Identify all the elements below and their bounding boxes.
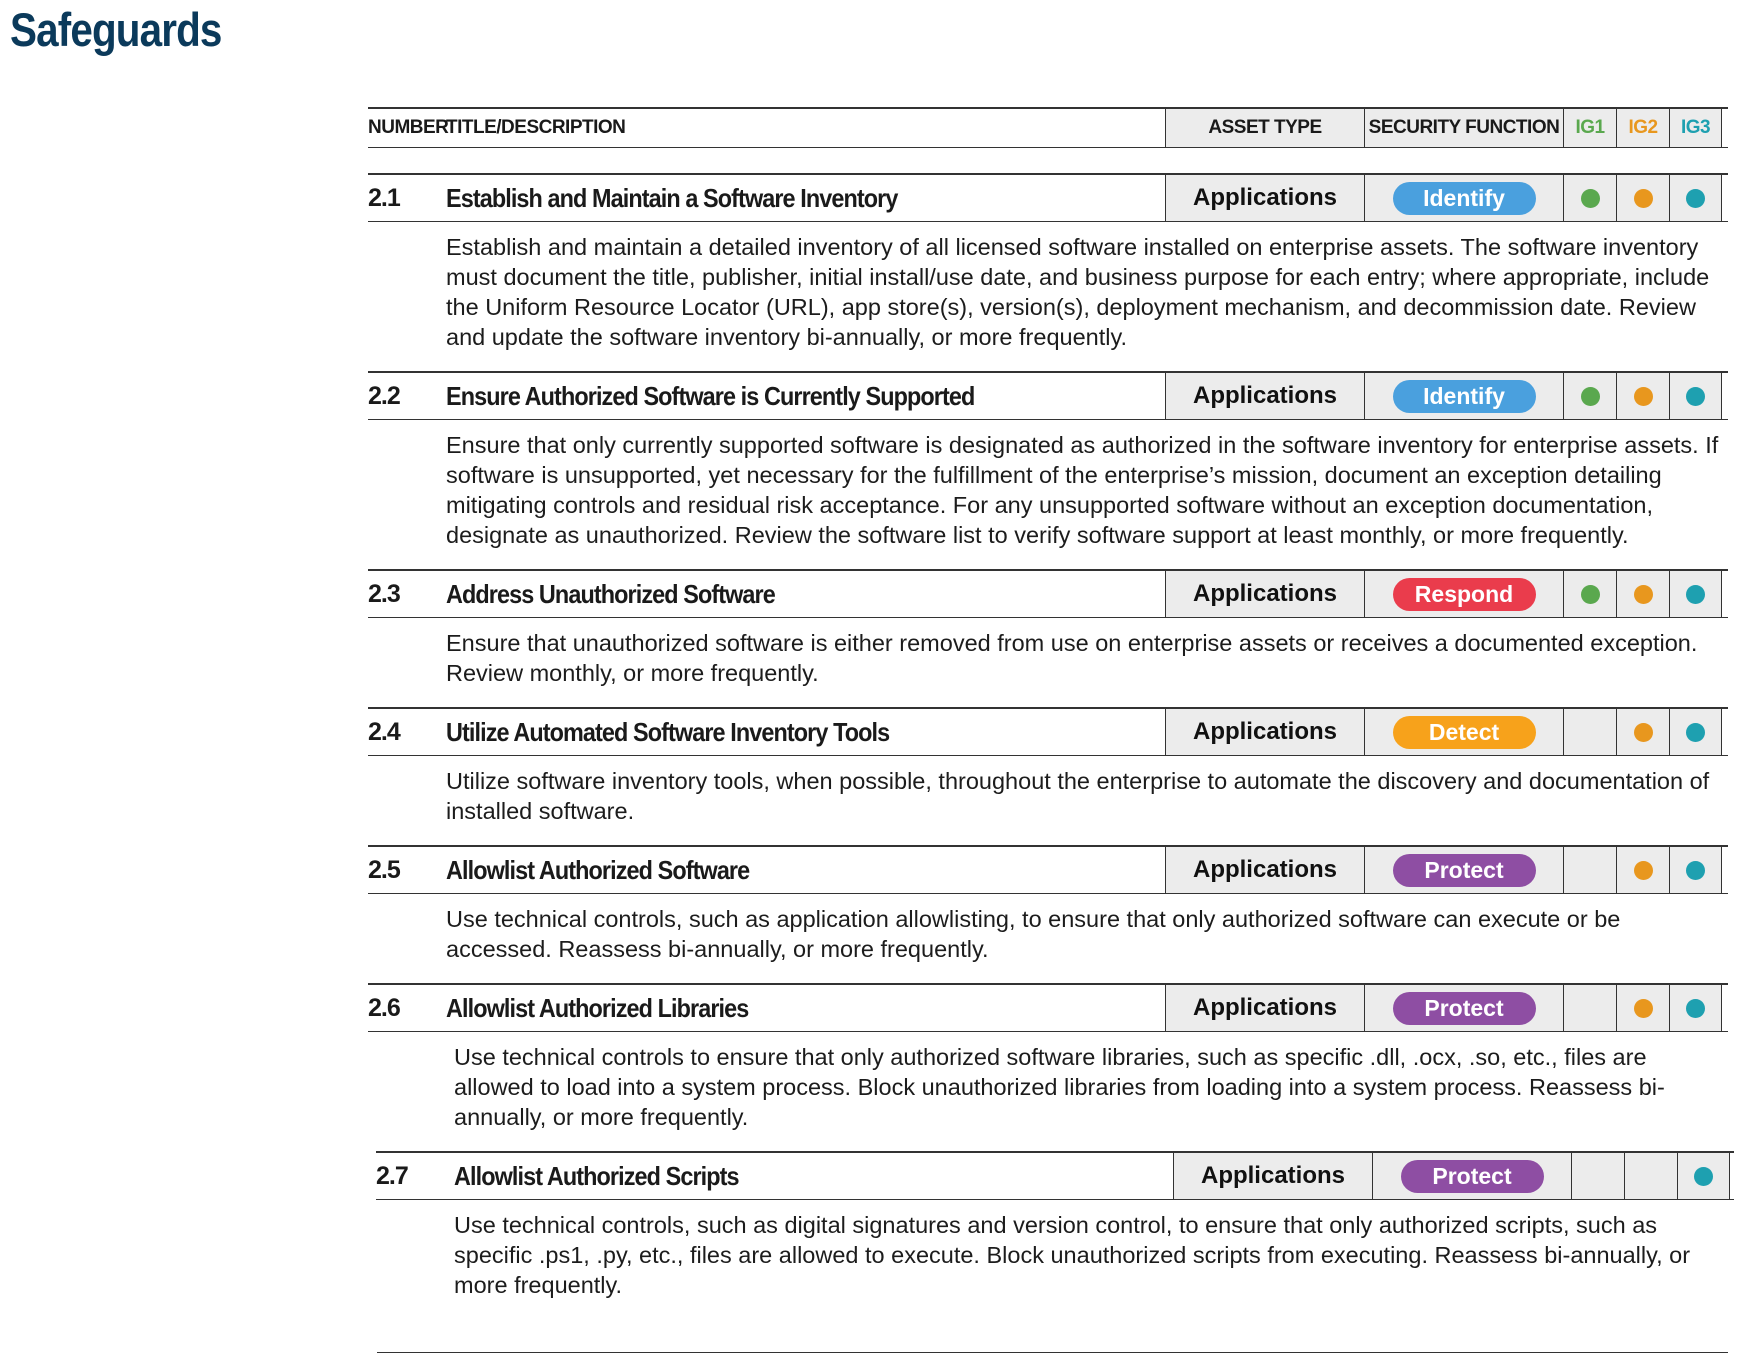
ig1-cell — [1563, 373, 1616, 419]
ig3-indicator-icon — [1686, 189, 1705, 208]
ig3-cell — [1669, 709, 1722, 755]
bottom-divider — [377, 1352, 1728, 1353]
safeguard-title-cell — [446, 175, 1165, 221]
safeguard-description: Establish and maintain a detailed inventory of all licensed software installed on enterprise assets. The software inventory must document the title, publisher, initial install/use date, and business purpose for each entry; where appropriate, include the Uniform Resource Locator (URL), app store(s), version(s), deployment mechanism, and decommission date. Review and update the software inventory bi-annually, or more frequently. — [446, 234, 1710, 350]
asset-type-cell — [1165, 175, 1364, 221]
safeguard-number: 2.4 — [368, 717, 400, 746]
safeguard-row — [376, 1151, 1734, 1319]
ig3-indicator-icon — [1686, 723, 1705, 742]
safeguard-number: 2.3 — [368, 579, 400, 608]
safeguard-title: Address Unauthorized Software — [446, 578, 775, 609]
safeguard-number: 2.2 — [368, 381, 400, 410]
safeguard-title: Allowlist Authorized Software — [446, 854, 750, 885]
asset-type-cell — [1165, 709, 1364, 755]
safeguard-description: Use technical controls, such as application allowlisting, to ensure that only authorized software can execute or be accessed. Reassess bi-annually, or more frequently. — [446, 906, 1621, 962]
safeguard-description: Ensure that unauthorized software is either removed from use on enterprise assets or receives a documented exception. Review monthly, or more frequently. — [446, 630, 1698, 686]
safeguard-title-cell — [446, 985, 1165, 1031]
ig1-indicator-icon — [1581, 189, 1600, 208]
ig1-indicator-icon — [1581, 585, 1600, 604]
safeguard-number: 2.7 — [376, 1161, 408, 1190]
safeguard-title: Establish and Maintain a Software Inventory — [446, 182, 898, 213]
ig2-cell — [1616, 985, 1669, 1031]
ig3-indicator-icon — [1686, 999, 1705, 1018]
security-function-cell — [1364, 985, 1563, 1031]
asset-type: Applications — [1192, 184, 1337, 211]
ig2-indicator-icon — [1634, 585, 1653, 604]
ig2-indicator-icon — [1634, 999, 1653, 1018]
security-function-badge: Protect — [1393, 992, 1536, 1025]
asset-type-cell — [1173, 1153, 1372, 1199]
security-function-badge: Protect — [1401, 1160, 1544, 1193]
safeguard-header — [368, 707, 1728, 756]
ig3-cell — [1669, 571, 1722, 617]
safeguard-description: Ensure that only currently supported software is designated as authorized in the software inventory for enterprise assets. If software is unsupported, yet necessary for the fulfillment of the enterprise’s mission, document an exception detailing mitigating controls and residual risk acceptance. For any unsupported software without an exception documentation, designate as unauthorized. Review the software list to verify software support at least monthly, or more frequently. — [446, 432, 1719, 548]
ig2-cell — [1616, 847, 1669, 893]
header-ig3: IG3 — [1669, 109, 1722, 147]
ig1-cell — [1563, 985, 1616, 1031]
safeguard-number: 2.1 — [368, 183, 400, 212]
header-number: NUMBER — [368, 117, 449, 138]
safeguard-title: Ensure Authorized Software is Currently Supported — [446, 380, 975, 411]
asset-type: Applications — [1192, 994, 1337, 1021]
security-function-cell — [1364, 709, 1563, 755]
ig1-cell — [1563, 571, 1616, 617]
ig2-cell — [1616, 571, 1669, 617]
safeguard-row — [368, 569, 1728, 707]
safeguard-header — [368, 371, 1728, 420]
ig1-cell — [1563, 175, 1616, 221]
ig3-indicator-icon — [1686, 861, 1705, 880]
asset-type-cell — [1165, 985, 1364, 1031]
ig2-indicator-icon — [1634, 723, 1653, 742]
security-function-badge: Respond — [1393, 578, 1536, 611]
header-asset-type: ASSET TYPE — [1165, 109, 1364, 147]
safeguard-row — [368, 371, 1728, 569]
safeguard-title-cell — [446, 571, 1165, 617]
safeguard-title-cell — [446, 373, 1165, 419]
safeguard-description: Use technical controls to ensure that only authorized software libraries, such as specific .dll, .ocx, .so, etc., files are allowed to load into a system process. Block unauthorized libraries from loading into a system process. Reassess bi-annually, or more frequently. — [454, 1044, 1665, 1130]
safeguard-description: Utilize software inventory tools, when possible, throughout the enterprise to automate the discovery and documentation of installed software. — [446, 768, 1710, 824]
asset-type: Applications — [1192, 856, 1337, 883]
ig3-cell — [1669, 985, 1722, 1031]
header-ig2: IG2 — [1616, 109, 1669, 147]
ig3-indicator-icon — [1694, 1167, 1713, 1186]
safeguard-row — [368, 173, 1728, 371]
ig2-cell — [1624, 1153, 1677, 1199]
ig3-cell — [1669, 373, 1722, 419]
safeguard-header — [376, 1151, 1734, 1200]
ig1-cell — [1563, 709, 1616, 755]
header-ig1: IG1 — [1563, 109, 1616, 147]
ig2-indicator-icon — [1634, 861, 1653, 880]
safeguard-title: Utilize Automated Software Inventory Tools — [446, 716, 890, 747]
security-function-cell — [1364, 373, 1563, 419]
safeguard-title: Allowlist Authorized Scripts — [454, 1160, 739, 1191]
safeguard-title-cell — [446, 709, 1165, 755]
safeguard-row — [368, 983, 1728, 1151]
safeguard-list — [368, 173, 1728, 1319]
ig2-cell — [1616, 373, 1669, 419]
ig2-cell — [1616, 175, 1669, 221]
header-security-function: SECURITY FUNCTION — [1364, 109, 1563, 147]
security-function-badge: Protect — [1393, 854, 1536, 887]
ig1-cell — [1571, 1153, 1624, 1199]
header-title: TITLE/DESCRIPTION — [446, 117, 626, 138]
asset-type-cell — [1165, 571, 1364, 617]
asset-type-cell — [1165, 847, 1364, 893]
security-function-badge: Identify — [1393, 182, 1536, 215]
ig3-indicator-icon — [1686, 387, 1705, 406]
asset-type: Applications — [1192, 382, 1337, 409]
security-function-cell — [1372, 1153, 1571, 1199]
ig2-indicator-icon — [1634, 387, 1653, 406]
safeguard-title-cell — [446, 847, 1165, 893]
safeguard-title-cell — [454, 1153, 1173, 1199]
security-function-cell — [1364, 847, 1563, 893]
asset-type: Applications — [1200, 1162, 1345, 1189]
safeguard-number: 2.6 — [368, 993, 400, 1022]
ig1-indicator-icon — [1581, 387, 1600, 406]
asset-type-cell — [1165, 373, 1364, 419]
safeguard-row — [368, 707, 1728, 845]
ig1-cell — [1563, 847, 1616, 893]
safeguard-description: Use technical controls, such as digital signatures and version control, to ensure that only authorized scripts, such as specific .ps1, .py, etc., files are allowed to execute. Block unauthorized scripts from executing. Reassess bi-annually, or more frequently. — [454, 1212, 1691, 1298]
security-function-cell — [1364, 571, 1563, 617]
safeguards-table — [368, 107, 1728, 1319]
security-function-badge: Detect — [1393, 716, 1536, 749]
safeguard-title: Allowlist Authorized Libraries — [446, 992, 749, 1023]
ig2-cell — [1616, 709, 1669, 755]
asset-type: Applications — [1192, 718, 1337, 745]
ig3-cell — [1677, 1153, 1730, 1199]
safeguard-header — [368, 983, 1728, 1032]
asset-type: Applications — [1192, 580, 1337, 607]
ig3-indicator-icon — [1686, 585, 1705, 604]
safeguard-number: 2.5 — [368, 855, 400, 884]
safeguard-header — [368, 845, 1728, 894]
security-function-cell — [1364, 175, 1563, 221]
ig2-indicator-icon — [1634, 189, 1653, 208]
security-function-badge: Identify — [1393, 380, 1536, 413]
safeguard-row — [368, 845, 1728, 983]
page-title: Safeguards — [10, 3, 222, 56]
ig3-cell — [1669, 175, 1722, 221]
table-header — [368, 107, 1728, 148]
ig3-cell — [1669, 847, 1722, 893]
safeguard-header — [368, 569, 1728, 618]
safeguard-header — [368, 173, 1728, 222]
